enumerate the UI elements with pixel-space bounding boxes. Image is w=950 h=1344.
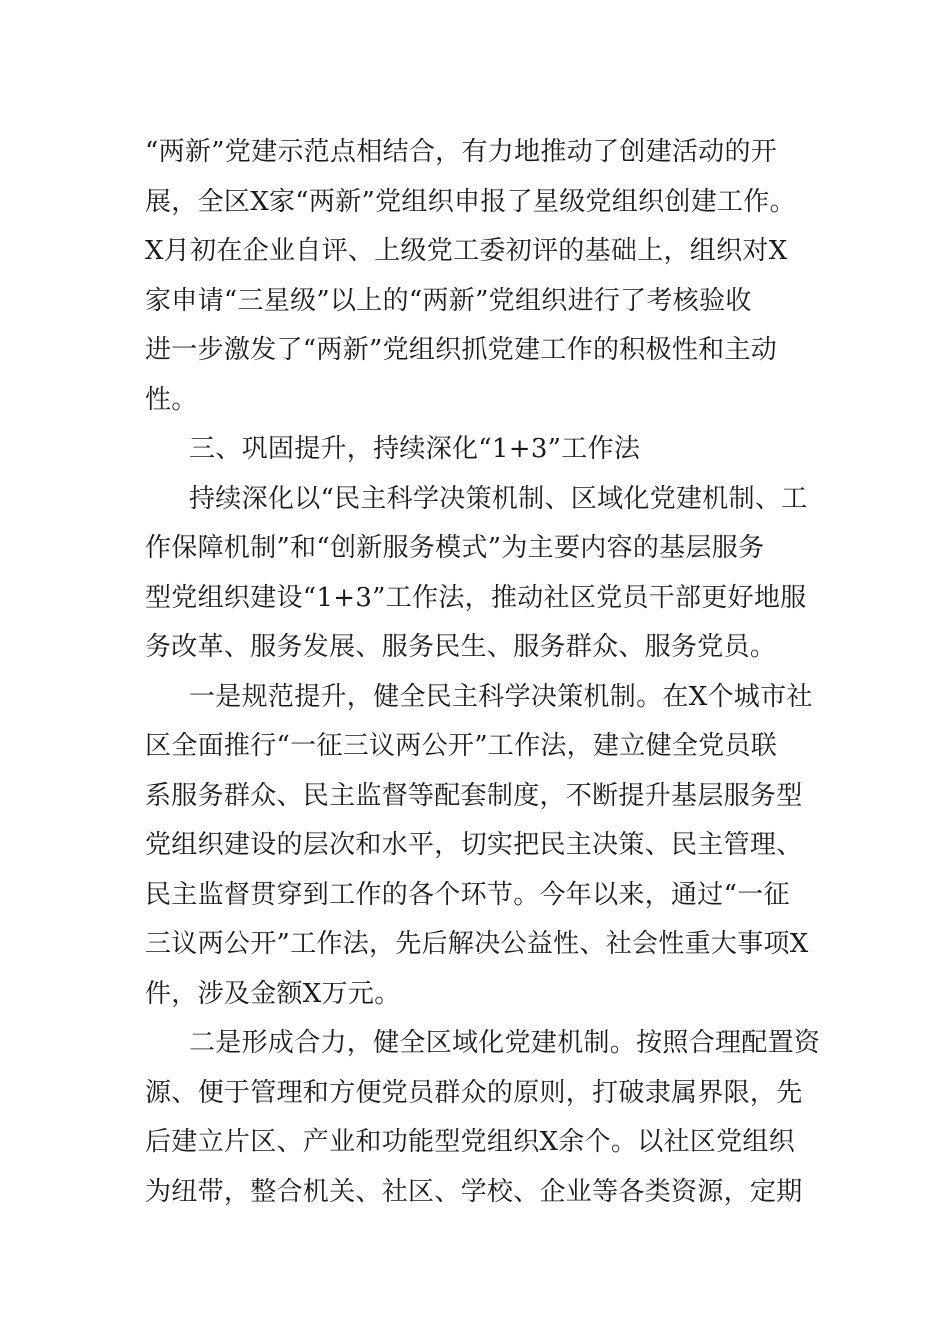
text-line: 作保障机制”和“创新服务模式”为主要内容的基层服务 <box>145 533 765 563</box>
text-line: “两新”党建示范点相结合，有力地推动了创建活动的开 <box>145 137 778 167</box>
text-line: 三议两公开”工作法，先后解决公益性、社会性重大事项X <box>145 929 809 959</box>
text-line: 展，全区X家“两新”党组织申报了星级党组织创建工作。 <box>145 186 796 217</box>
text-line: 为纽带，整合机关、社区、学校、企业等各类资源，定期 <box>145 1176 803 1207</box>
text-line: X月初在企业自评、上级党工委初评的基础上，组织对X <box>145 236 788 266</box>
text-line: 二是形成合力，健全区域化党建机制。按照合理配置资 <box>189 1028 821 1058</box>
text-line: 务改革、服务发展、服务民生、服务群众、服务党员。 <box>145 632 777 662</box>
text-line: 持续深化以“民主科学决策机制、区域化党建机制、工 <box>189 483 808 514</box>
text-line: 区全面推行“一征三议两公开”工作法，建立健全党员联 <box>145 731 778 761</box>
text-line: 一是规范提升，健全民主科学决策机制。在X个城市社 <box>189 681 813 712</box>
section-heading: 三、巩固提升，持续深化“1+3”工作法 <box>189 434 641 464</box>
text-line: 进一步激发了“两新”党组织抓党建工作的积极性和主动 <box>145 335 778 365</box>
text-line: 源、便于管理和方便党员群众的原则，打破隶属界限，先 <box>145 1077 803 1108</box>
text-line: 系服务群众、民主监督等配套制度，不断提升基层服务型 <box>145 780 803 811</box>
text-line: 件，涉及金额X万元。 <box>145 978 401 1009</box>
text-line: 型党组织建设“1+3”工作法，推动社区党员干部更好地服 <box>145 582 807 613</box>
text-line: 后建立片区、产业和功能型党组织X余个。以社区党组织 <box>145 1127 796 1157</box>
text-line: 性。 <box>145 384 198 415</box>
document-body <box>145 128 821 1217</box>
text-line: 家申请“三星级”以上的“两新”党组织进行了考核验收 <box>145 285 752 316</box>
text-line: 民主监督贯穿到工作的各个环节。今年以来，通过“一征 <box>145 879 790 910</box>
text-line: 党组织建设的层次和水平，切实把民主决策、民主管理、 <box>145 830 803 860</box>
